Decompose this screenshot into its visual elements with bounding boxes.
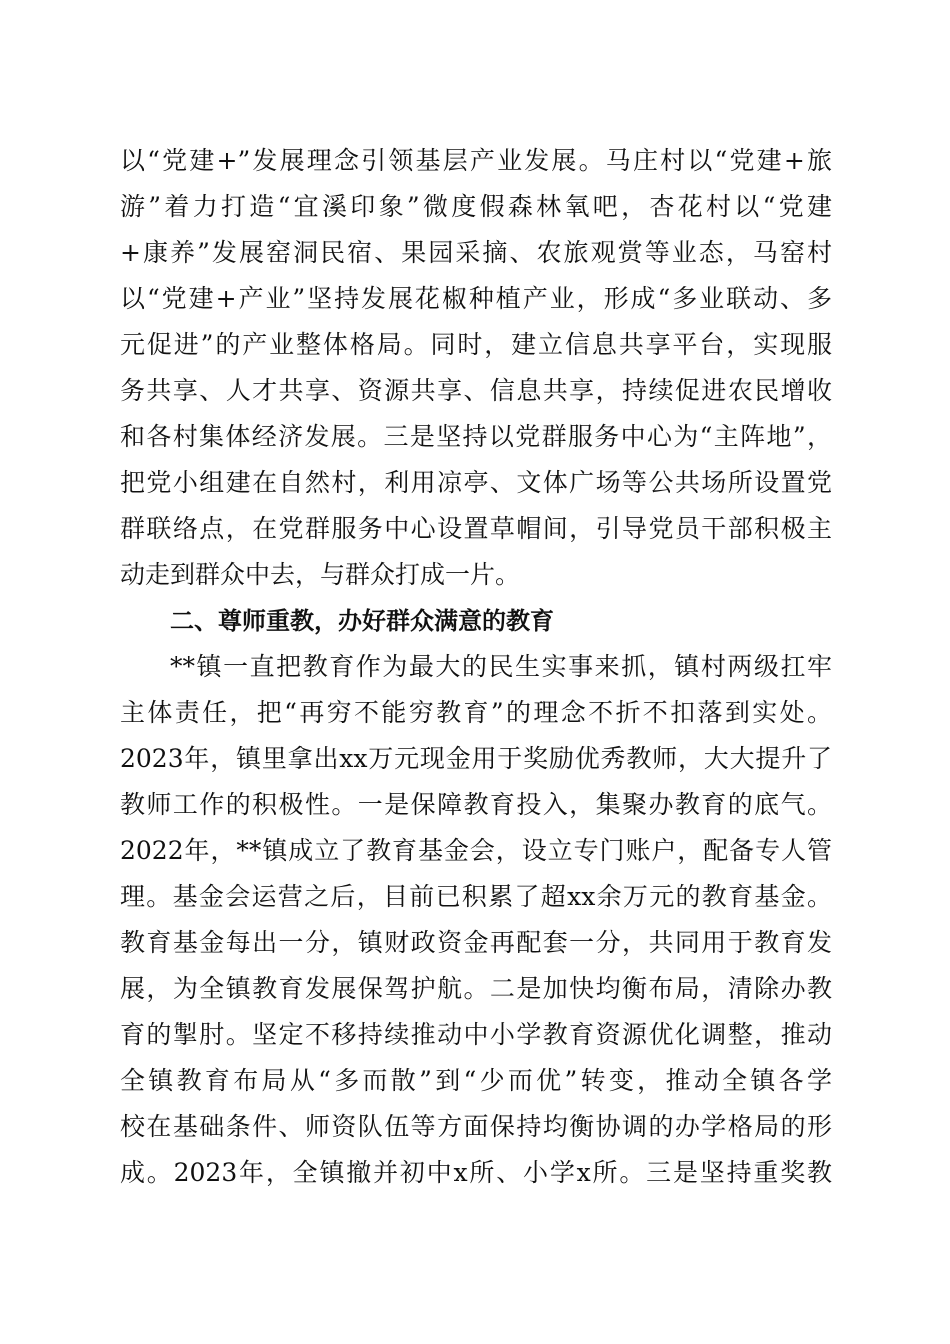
paragraph-line: 和各村集体经济发展。三是坚持以党群服务中心为“主阵地”， — [120, 422, 832, 451]
paragraph-line: 全镇教育布局从“多而散”到“少而优”转变，推动全镇各学 — [120, 1066, 832, 1095]
paragraph-line: 教育基金每出一分，镇财政资金再配套一分，共同用于教育发 — [120, 928, 832, 957]
paragraph-line: 游”着力打造“宜溪印象”微度假森林氧吧，杏花村以“党建 — [120, 192, 832, 221]
section-heading: 二、尊师重教，办好群众满意的教育 — [170, 607, 554, 635]
paragraph-line: 成。2023年，全镇撤并初中x所、小学x所。三是坚持重奖教 — [120, 1158, 832, 1187]
paragraph-line: 群联络点，在党群服务中心设置草帽间，引导党员干部积极主 — [120, 514, 832, 543]
paragraph-line: 2022年，**镇成立了教育基金会，设立专门账户，配备专人管 — [120, 836, 832, 865]
paragraph-line: 理。基金会运营之后，目前已积累了超xx余万元的教育基金。 — [120, 882, 832, 911]
paragraph-line: 主体责任，把“再穷不能穷教育”的理念不折不扣落到实处。 — [120, 698, 832, 727]
paragraph-line: 以“党建+产业”坚持发展花椒种植产业，形成“多业联动、多 — [120, 284, 832, 313]
paragraph-line: +康养”发展窑洞民宿、果园采摘、农旅观赏等业态，马窑村 — [120, 238, 832, 267]
paragraph-line: 元促进”的产业整体格局。同时，建立信息共享平台，实现服 — [120, 330, 832, 359]
paragraph-line: **镇一直把教育作为最大的民生实事来抓，镇村两级扛牢 — [170, 652, 832, 681]
paragraph-line: 2023年，镇里拿出xx万元现金用于奖励优秀教师，大大提升了 — [120, 744, 832, 773]
paragraph-line: 把党小组建在自然村，利用凉亭、文体广场等公共场所设置党 — [120, 468, 832, 497]
paragraph-line: 校在基础条件、师资队伍等方面保持均衡协调的办学格局的形 — [120, 1112, 832, 1141]
paragraph-line: 教师工作的积极性。一是保障教育投入，集聚办教育的底气。 — [120, 790, 832, 819]
paragraph-line: 动走到群众中去，与群众打成一片。 — [120, 560, 521, 589]
paragraph-line: 务共享、人才共享、资源共享、信息共享，持续促进农民增收 — [120, 376, 832, 405]
paragraph-line: 育的掣肘。坚定不移持续推动中小学教育资源优化调整，推动 — [120, 1020, 832, 1049]
paragraph-line: 以“党建+”发展理念引领基层产业发展。马庄村以“党建+旅 — [120, 146, 832, 175]
paragraph-line: 展，为全镇教育发展保驾护航。二是加快均衡布局，清除办教 — [120, 974, 832, 1003]
